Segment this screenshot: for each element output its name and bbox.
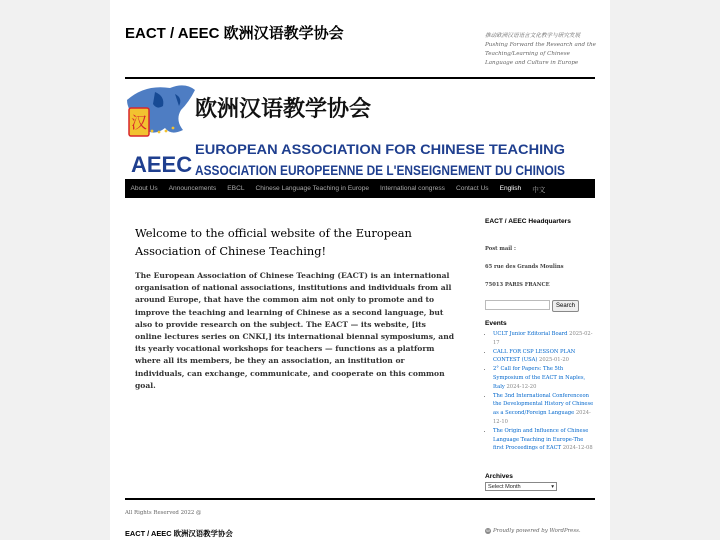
nav-item-about-us[interactable]: About Us: [130, 185, 158, 192]
nav-item-chinese[interactable]: 中文: [532, 186, 546, 194]
search-input[interactable]: [485, 300, 550, 310]
archives-title: Archives: [485, 473, 513, 480]
intro-paragraph: The European Association of Chinese Teaching (EACT) is an international organisation of national associations, institutions and individuals from all around Europe, that have the common aim not only to promote and to improve the teaching and learning of Chinese as a second language, but also to provide research on the subject. The EACT — its website, [its online lectures series on CNKI,] its international biennal symposiums, and its yearly vocational workshops for teachers — functions as a platform where all its members, be they an association, an institution or individuals, can exchange, communicate, and cooperate on this common goal.: [135, 271, 455, 390]
event-item: [493, 365, 595, 391]
footer-powered-text: Proudly powered by WordPress.: [493, 528, 581, 534]
event-date: 2025-01-20: [539, 357, 569, 364]
archives-select-value: Select Month: [488, 484, 521, 490]
hq-widget-title: EACT / AEEC Headquarters: [485, 218, 571, 225]
sidebar: [485, 218, 595, 490]
footer-rights: All Rights Reserved 2022 @: [125, 510, 202, 516]
event-link[interactable]: The Origin and Influence of Chinese Language Teaching in Europe-The first Proceedings of EACT: [493, 427, 589, 452]
banner-chinese-title: 欧洲汉语教学协会: [195, 97, 372, 122]
logo-text: AEEC: [131, 152, 193, 177]
logo-char: 汉: [130, 113, 148, 132]
main-navigation: [125, 179, 595, 198]
page-heading: Welcome to the official website of the European Association of Chinese Teaching!: [135, 226, 412, 258]
footer-site-title[interactable]: EACT / AEEC 欧洲汉语教学协会: [125, 529, 233, 538]
events-widget: [485, 320, 595, 453]
event-item: [493, 348, 595, 366]
header-banner[interactable]: [125, 80, 595, 179]
wordpress-icon: W: [486, 528, 490, 533]
site-description: 推动欧洲汉语语言文化教学与研究发展 Pushing Forward the Research and the Teaching/Learning of Chinese Language and Culture in Europe: [485, 33, 596, 66]
event-date: 2025-02-17: [493, 331, 593, 346]
chevron-down-icon: ▾: [551, 484, 554, 490]
archives-widget: [485, 473, 557, 492]
event-link[interactable]: 2° Call for Papers: The 5th Symposium of the EACT in Naples, Italy: [493, 366, 586, 390]
event-date: 2024-12-20: [506, 383, 537, 390]
header-divider: [125, 77, 595, 79]
nav-item-english[interactable]: English: [499, 185, 522, 192]
event-link[interactable]: The 3nd International Conferenceon the Developmental History of Chinese as a Second/Foreign Language: [493, 392, 594, 417]
banner-line2: ASSOCIATION EUROPEENNE DE L'ENSEIGNEMENT DU CHINOIS: [195, 163, 565, 179]
event-item: [493, 427, 595, 453]
events-title: Events: [485, 320, 507, 327]
event-link[interactable]: UCLT Junior Editorial Board: [493, 331, 568, 337]
nav-item-chinese-teaching-europe[interactable]: Chinese Language Teaching in Europe: [255, 185, 370, 192]
event-date: 2024-12-08: [562, 445, 593, 452]
site-title[interactable]: EACT / AEEC 欧洲汉语教学协会: [125, 25, 344, 42]
post-mail-label: Post mail :: [485, 246, 516, 252]
nav-item-announcements[interactable]: Announcements: [168, 185, 217, 192]
search-form: [485, 300, 579, 312]
event-link[interactable]: CALL FOR CSP LESSON PLAN CONTEST (USA): [493, 348, 576, 364]
address-line-2: 75013 PARIS FRANCE: [485, 282, 550, 288]
nav-item-ebcl[interactable]: EBCL: [227, 185, 245, 192]
event-item: [493, 330, 595, 348]
nav-item-international-congress[interactable]: International congress: [380, 185, 445, 192]
event-date: 2024-12-10: [493, 410, 591, 425]
address-line-1: 65 rue des Grands Moulins: [485, 264, 564, 270]
events-list: [485, 330, 595, 453]
banner-graphic: [125, 80, 595, 179]
banner-line1: EUROPEAN ASSOCIATION FOR CHINESE TEACHING: [195, 142, 565, 158]
footer-divider: [125, 498, 595, 500]
nav-item-contact-us[interactable]: Contact Us: [455, 185, 489, 192]
main-content: [135, 224, 455, 392]
search-button[interactable]: Search: [552, 300, 579, 312]
event-item: [493, 392, 595, 427]
footer-powered-by[interactable]: [485, 528, 581, 534]
archives-select[interactable]: [485, 482, 557, 491]
